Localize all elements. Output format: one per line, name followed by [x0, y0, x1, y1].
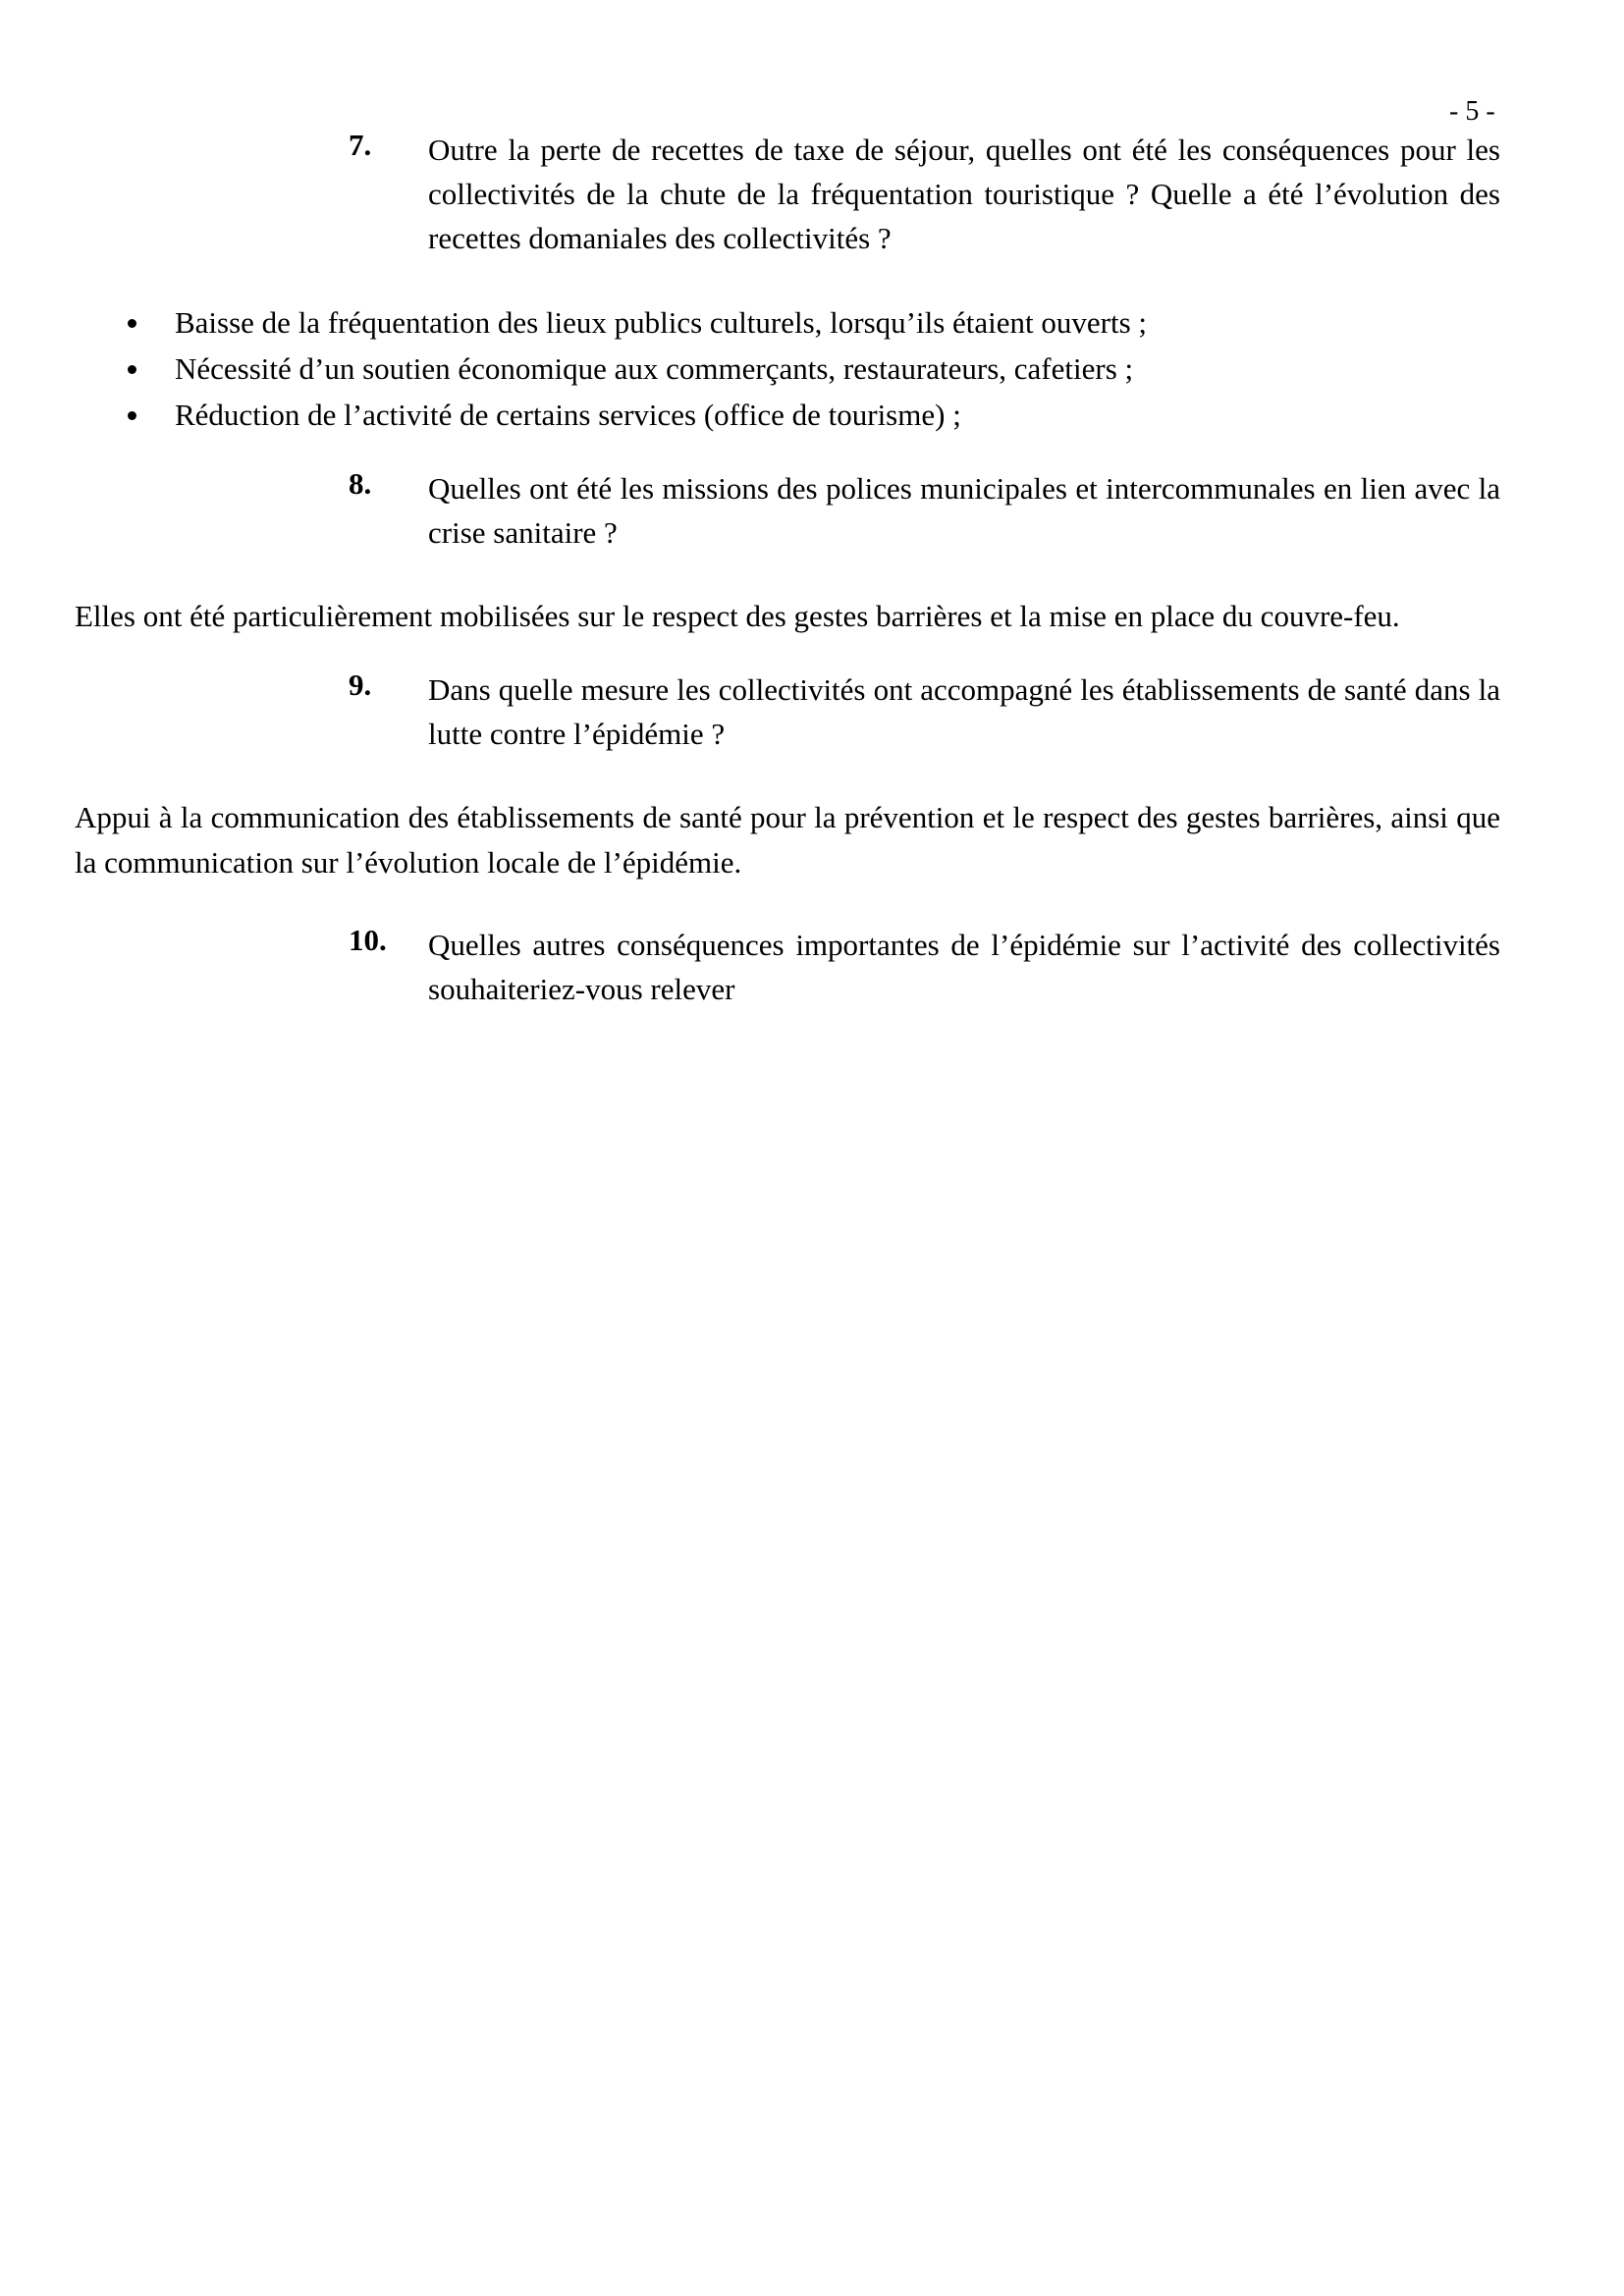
question-number: 8. [349, 466, 372, 501]
question-10 [349, 923, 1500, 1011]
list-item [122, 299, 1398, 346]
question-text: Quelles autres conséquences importantes de l’épidémie sur l’activité des collectivités souhaiteriez-vous relever [428, 928, 1500, 1006]
question-8 [349, 466, 1500, 555]
page-number: - 5 - [1449, 96, 1495, 127]
answer-question-8: Elles ont été particulièrement mobilisées sur le respect des gestes barrières et la mise en place du couvre-feu. [75, 599, 1400, 633]
question-number: 7. [349, 128, 372, 162]
question-text: Dans quelle mesure les collectivités ont accompagné les établissements de santé dans la lutte contre l’épidémie ? [428, 672, 1500, 751]
question-number: 10. [349, 923, 387, 957]
list-item-text: Réduction de l’activité de certains services (office de tourisme) ; [175, 398, 961, 432]
question-9 [349, 667, 1500, 756]
list-item-text: Baisse de la fréquentation des lieux publics culturels, lorsqu’ils étaient ouverts ; [175, 305, 1148, 340]
question-text: Outre la perte de recettes de taxe de séjour, quelles ont été les conséquences pour les collectivités de la chute de la fréquentation touristique ? Quelle a été l’évolution des recettes domaniales des collectivités ? [428, 133, 1500, 255]
question-number: 9. [349, 667, 372, 702]
bullet-icon [128, 319, 136, 328]
bullet-icon [128, 411, 136, 420]
consequences-bullet-list [122, 299, 1398, 438]
list-item [122, 392, 1398, 438]
answer-question-9: Appui à la communication des établissements de santé pour la prévention et le respect des gestes barrières, ainsi que la communication sur l’évolution locale de l’épidémie. [75, 800, 1500, 880]
bullet-icon [128, 365, 136, 374]
list-item-text: Nécessité d’un soutien économique aux commerçants, restaurateurs, cafetiers ; [175, 351, 1134, 386]
question-7 [349, 128, 1500, 260]
question-text: Quelles ont été les missions des polices municipales et intercommunales en lien avec la crise sanitaire ? [428, 471, 1500, 550]
list-item [122, 346, 1398, 392]
